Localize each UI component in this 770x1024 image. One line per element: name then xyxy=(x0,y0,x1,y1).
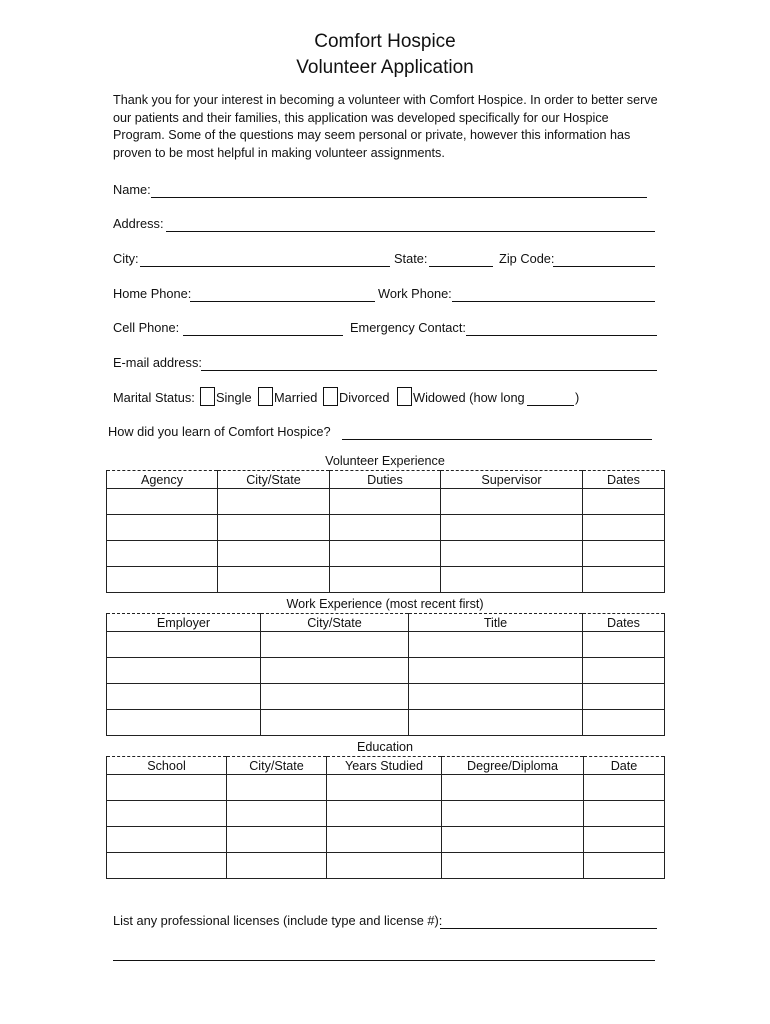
state-label: State: xyxy=(394,251,428,266)
table-cell[interactable] xyxy=(107,827,227,853)
table-cell[interactable] xyxy=(327,801,442,827)
table-cell[interactable] xyxy=(107,658,261,684)
column-header: School xyxy=(107,757,227,775)
home-phone-label: Home Phone: xyxy=(113,286,192,301)
table-cell[interactable] xyxy=(330,541,441,567)
volunteer-experience-title: Volunteer Experience xyxy=(325,454,445,468)
table-cell[interactable] xyxy=(107,541,218,567)
table-cell[interactable] xyxy=(227,801,327,827)
form-title: Comfort Hospice xyxy=(314,31,456,52)
table-cell[interactable] xyxy=(107,567,218,593)
single-label: Single xyxy=(216,390,252,405)
table-cell[interactable] xyxy=(107,853,227,879)
married-checkbox[interactable] xyxy=(258,387,273,406)
table-cell[interactable] xyxy=(261,632,409,658)
column-header: Date xyxy=(584,757,665,775)
table-header-row xyxy=(107,757,665,775)
zip-label: Zip Code: xyxy=(499,251,555,266)
table-cell[interactable] xyxy=(409,658,583,684)
column-header: City/State xyxy=(218,471,330,489)
licenses-continuation-line[interactable] xyxy=(113,960,655,961)
table-cell[interactable] xyxy=(409,632,583,658)
table-cell[interactable] xyxy=(107,489,218,515)
table-cell[interactable] xyxy=(583,567,665,593)
table-row xyxy=(107,632,665,658)
volunteer-experience-table xyxy=(106,470,665,593)
licenses-input-line[interactable] xyxy=(440,928,657,929)
table-cell[interactable] xyxy=(330,515,441,541)
married-label: Married xyxy=(274,390,318,405)
table-cell[interactable] xyxy=(442,827,584,853)
table-row xyxy=(107,489,665,515)
table-cell[interactable] xyxy=(327,775,442,801)
table-cell[interactable] xyxy=(584,853,665,879)
table-cell[interactable] xyxy=(227,775,327,801)
education-title: Education xyxy=(356,740,413,754)
table-row xyxy=(107,541,665,567)
table-row xyxy=(107,684,665,710)
divorced-label: Divorced xyxy=(339,390,390,405)
column-header: City/State xyxy=(227,757,327,775)
cell-emergency-row xyxy=(113,320,657,338)
table-cell[interactable] xyxy=(583,684,665,710)
emergency-contact-input-line[interactable] xyxy=(466,335,657,336)
email-row xyxy=(113,355,657,373)
column-header: Dates xyxy=(583,471,665,489)
cell-phone-input-line[interactable] xyxy=(183,335,343,336)
table-cell[interactable] xyxy=(409,710,583,736)
table-cell[interactable] xyxy=(327,827,442,853)
table-cell[interactable] xyxy=(442,853,584,879)
column-header: Employer xyxy=(107,614,261,632)
table-cell[interactable] xyxy=(227,853,327,879)
email-input-line[interactable] xyxy=(201,370,657,371)
table-row xyxy=(107,827,665,853)
single-checkbox[interactable] xyxy=(200,387,215,406)
table-cell[interactable] xyxy=(330,567,441,593)
home-phone-input-line[interactable] xyxy=(190,301,375,302)
table-row xyxy=(107,658,665,684)
table-cell[interactable] xyxy=(107,515,218,541)
table-row xyxy=(107,801,665,827)
table-cell[interactable] xyxy=(107,801,227,827)
work-experience-title: Work Experience (most recent first) xyxy=(286,597,484,611)
table-cell[interactable] xyxy=(330,489,441,515)
city-state-zip-row xyxy=(113,251,657,269)
marital-status-row xyxy=(113,390,657,408)
table-cell[interactable] xyxy=(441,489,583,515)
email-label: E-mail address: xyxy=(113,355,202,370)
table-cell[interactable] xyxy=(261,658,409,684)
name-input-line[interactable] xyxy=(151,197,647,198)
table-cell[interactable] xyxy=(583,632,665,658)
work-phone-label: Work Phone: xyxy=(378,286,452,301)
table-cell[interactable] xyxy=(584,827,665,853)
phone-row xyxy=(113,286,657,304)
address-label: Address: xyxy=(113,216,164,231)
table-cell[interactable] xyxy=(227,827,327,853)
referral-label: How did you learn of Comfort Hospice? xyxy=(108,424,331,439)
marital-status-label: Marital Status: xyxy=(113,390,195,405)
table-header-row xyxy=(107,614,665,632)
cell-phone-label: Cell Phone: xyxy=(113,320,180,335)
widowed-checkbox[interactable] xyxy=(397,387,412,406)
table-cell[interactable] xyxy=(107,632,261,658)
table-cell[interactable] xyxy=(583,658,665,684)
work-phone-input-line[interactable] xyxy=(452,301,655,302)
table-cell[interactable] xyxy=(409,684,583,710)
table-cell[interactable] xyxy=(218,541,330,567)
widowed-label: Widowed (how long xyxy=(413,390,525,405)
table-header-row xyxy=(107,471,665,489)
city-input-line[interactable] xyxy=(140,266,390,267)
licenses-row xyxy=(113,913,657,931)
column-header: Title xyxy=(409,614,583,632)
education-table xyxy=(106,756,665,879)
table-cell[interactable] xyxy=(583,541,665,567)
table-cell[interactable] xyxy=(218,489,330,515)
column-header: City/State xyxy=(261,614,409,632)
table-cell[interactable] xyxy=(441,515,583,541)
table-cell[interactable] xyxy=(583,515,665,541)
table-row xyxy=(107,775,665,801)
table-row xyxy=(107,710,665,736)
widowed-close-paren: ) xyxy=(575,390,580,405)
referral-input-line[interactable] xyxy=(342,439,652,440)
table-cell[interactable] xyxy=(327,853,442,879)
referral-row xyxy=(108,424,670,442)
table-cell[interactable] xyxy=(583,489,665,515)
table-cell[interactable] xyxy=(442,775,584,801)
table-cell[interactable] xyxy=(441,541,583,567)
intro-paragraph: Thank you for your interest in becoming a volunteer with Comfort Hospice. In order to better serve our patients and their families, this application was developed specifically for our Hospice Program. Some of the questions may seem personal or private, however this information has proven to be most helpful in making volunteer assignments. xyxy=(113,93,658,160)
table-cell[interactable] xyxy=(583,710,665,736)
form-subtitle: Volunteer Application xyxy=(296,57,474,78)
table-cell[interactable] xyxy=(218,515,330,541)
column-header: Supervisor xyxy=(441,471,583,489)
table-cell[interactable] xyxy=(107,684,261,710)
address-input-line[interactable] xyxy=(166,231,655,232)
table-cell[interactable] xyxy=(441,567,583,593)
column-header: Agency xyxy=(107,471,218,489)
column-header: Degree/Diploma xyxy=(442,757,584,775)
city-label: City: xyxy=(113,251,139,266)
table-row xyxy=(107,567,665,593)
name-row xyxy=(113,182,657,200)
table-cell[interactable] xyxy=(261,684,409,710)
work-experience-table xyxy=(106,613,665,736)
emergency-contact-label: Emergency Contact: xyxy=(350,320,466,335)
table-cell[interactable] xyxy=(107,710,261,736)
zip-input-line[interactable] xyxy=(553,266,655,267)
address-row xyxy=(113,216,657,234)
table-cell[interactable] xyxy=(107,775,227,801)
table-cell[interactable] xyxy=(261,710,409,736)
table-cell[interactable] xyxy=(442,801,584,827)
table-row xyxy=(107,515,665,541)
divorced-checkbox[interactable] xyxy=(323,387,338,406)
column-header: Dates xyxy=(583,614,665,632)
table-cell[interactable] xyxy=(584,775,665,801)
column-header: Duties xyxy=(330,471,441,489)
state-input-line[interactable] xyxy=(429,266,493,267)
table-cell[interactable] xyxy=(584,801,665,827)
widowed-duration-input-line[interactable] xyxy=(527,405,574,406)
name-label: Name: xyxy=(113,182,151,197)
column-header: Years Studied xyxy=(327,757,442,775)
table-row xyxy=(107,853,665,879)
table-cell[interactable] xyxy=(218,567,330,593)
licenses-label: List any professional licenses (include type and license #): xyxy=(113,913,443,928)
